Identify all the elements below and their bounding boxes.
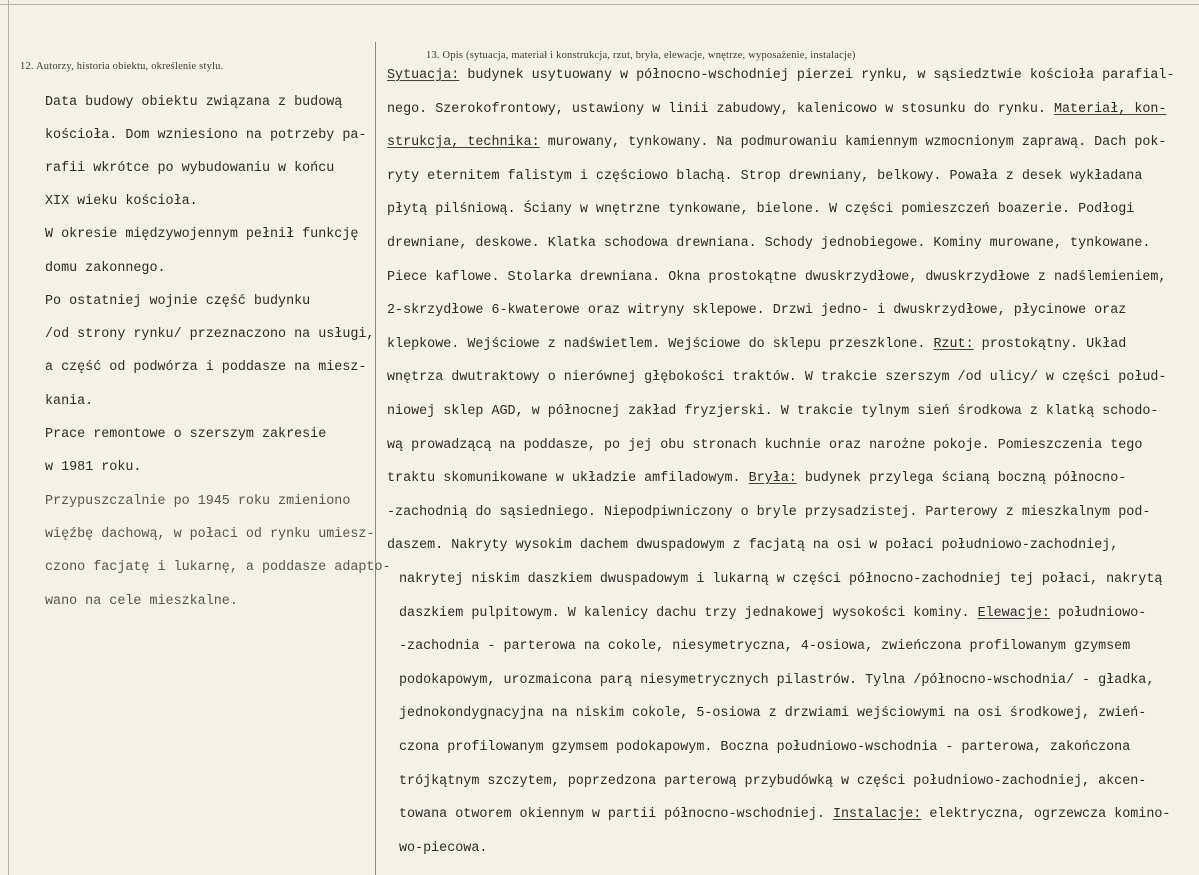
section-12-header: 12. Autorzy, historia obiektu, określenie stylu.	[20, 61, 224, 72]
description-line	[399, 807, 1170, 823]
description-text: jednokondygnacyjna na niskim cokole, 5-osiowa z drzwiami wejściowymi na osi środkowej, zwień-	[399, 706, 1147, 721]
description-line	[399, 639, 1130, 655]
description-text: daszkiem pulpitowym. W kalenicy dachu trzy jednakowej wysokości kominy.	[399, 606, 978, 621]
history-line: domu zakonnego.	[45, 261, 166, 276]
history-line: w 1981 roku.	[45, 460, 142, 475]
description-line	[387, 102, 1166, 118]
description-text: trójkątnym szczytem, poprzedzona parterową przybudówką w części południowo-zachodniej, akcen-	[399, 774, 1147, 789]
description-line	[387, 471, 1126, 487]
history-line: Przypuszczalnie po 1945 roku zmieniono	[45, 494, 351, 509]
description-line	[387, 202, 1134, 218]
description-line	[387, 303, 1126, 319]
description-text: wnętrza dwutraktowy o nierównej głębokości traktów. W trakcie szerszym /od ulicy/ w części połud-	[387, 370, 1167, 385]
history-line: kościoła. Dom wzniesiono na potrzeby pa-	[45, 128, 367, 143]
history-line: wano na cele mieszkalne.	[45, 594, 238, 609]
description-text: budynek usytuowany w północno-wschodniej pierzei rynku, w sąsiedztwie kościoła parafial-	[459, 68, 1175, 83]
history-line: czono facjatę i lukarnę, a poddasze adapto-	[45, 560, 391, 575]
description-text: traktu skomunikowane w układzie amfiladowym.	[387, 471, 749, 486]
description-text: niowej sklep AGD, w północnej zakład fryzjerski. W trakcie tylnym sień środkowa z klatką schodo-	[387, 404, 1159, 419]
description-text: Piece kaflowe. Stolarka drewniana. Okna prostokątne dwuskrzydłowe, dwuskrzydłowe z nadślemieniem,	[387, 270, 1167, 285]
history-line: /od strony rynku/ przeznaczono na usługi,	[45, 327, 375, 342]
section-heading: Rzut:	[933, 337, 974, 352]
history-line: Po ostatniej wojnie część budynku	[45, 294, 311, 309]
description-text: ryty eternitem falistym i częściowo blachą. Strop drewniany, belkowy. Powała z desek wykładana	[387, 169, 1143, 184]
description-text: wo-piecowa.	[399, 841, 488, 856]
description-line	[387, 404, 1158, 420]
left-edge-line	[8, 0, 9, 875]
description-text: -zachodnią do sąsiedniego. Niepodpiwniczony o bryle przysadzistej. Parterowy z mieszkalnym pod-	[387, 505, 1151, 520]
description-line	[399, 572, 1162, 588]
description-line	[399, 774, 1146, 790]
description-text: daszem. Nakryty wysokim dachem dwuspadowym z facjatą na osi w połaci południowo-zachodniej,	[387, 538, 1119, 553]
description-line	[387, 169, 1142, 185]
history-line: XIX wieku kościoła.	[45, 194, 198, 209]
section-heading: Elewacje:	[977, 606, 1050, 621]
history-line: a część od podwórza i poddasze na miesz-	[45, 360, 367, 375]
description-text: czona profilowanym gzymsem podokapowym. Boczna południowo-wschodnia - parterowa, zakończona	[399, 740, 1131, 755]
section-heading: Instalacje:	[832, 807, 922, 822]
description-text: płytą pilśniową. Ściany w wnętrzne tynkowane, bielone. W części pomieszczeń boazerie. Podłogi	[387, 202, 1135, 217]
description-line	[387, 135, 1166, 151]
history-line: Prace remontowe o szerszym zakresie	[45, 427, 327, 442]
description-line	[387, 370, 1166, 386]
description-text: wą prowadzącą na poddasze, po jej obu stronach kuchnie oraz narożne pokoje. Pomieszczenia tego	[387, 438, 1143, 453]
description-line	[399, 706, 1146, 722]
history-line: Data budowy obiektu związana z budową	[45, 95, 343, 110]
description-line	[387, 538, 1118, 554]
description-text: nego. Szerokofrontowy, ustawiony w linii zabudowy, kalenicowo w stosunku do rynku.	[387, 102, 1054, 117]
description-text: drewniane, deskowe. Klatka schodowa drewniana. Schody jednobiegowe. Kominy murowane, tynkowane.	[387, 236, 1151, 251]
description-text: -zachodnia - parterowa na cokole, niesymetryczna, 4-osiowa, zwieńczona profilowanym gzymsem	[399, 639, 1131, 654]
history-line: W okresie międzywojennym pełnił funkcję	[45, 227, 359, 242]
section-13-header: 13. Opis (sytuacja, materiał i konstrukcja, rzut, bryła, elewacje, wnętrze, wyposażenie, instalacje)	[426, 50, 856, 61]
description-line	[387, 438, 1142, 454]
history-line: rafii wkrótce po wybudowaniu w końcu	[45, 161, 335, 176]
section-heading: Sytuacja:	[387, 68, 460, 83]
description-text: podokapowym, urozmaicona parą niesymetrycznych pilastrów. Tylna /północno-wschodnia/ - gładka,	[399, 673, 1155, 688]
description-text: południowo-	[1049, 606, 1147, 621]
column-divider	[375, 42, 376, 875]
description-line	[399, 841, 487, 857]
section-heading: strukcja, technika:	[387, 135, 540, 150]
history-line: więźbę dachową, w połaci od rynku umiesz-	[45, 527, 375, 542]
description-text: nakrytej niskim daszkiem dwuspadowym i lukarną w części północno-zachodniej tej połaci, nakrytą	[399, 572, 1163, 587]
description-line	[399, 740, 1130, 756]
section-heading: Materiał, kon-	[1053, 102, 1167, 117]
description-line	[399, 606, 1146, 622]
description-line	[387, 68, 1175, 84]
history-line: kania.	[45, 394, 94, 409]
description-text: prostokątny. Układ	[973, 337, 1127, 352]
description-text: 2-skrzydłowe 6-kwaterowe oraz witryny sklepowe. Drzwi jedno- i dwuskrzydłowe, płycinowe oraz	[387, 303, 1127, 318]
section-heading: Bryła:	[748, 471, 797, 486]
top-edge-line	[0, 4, 1199, 5]
description-line	[387, 270, 1166, 286]
description-text: budynek przylega ścianą boczną północno-	[796, 471, 1127, 486]
description-text: towana otworem okiennym w partii północno-wschodniej.	[399, 807, 833, 822]
description-line	[387, 236, 1150, 252]
description-text: elektryczna, ogrzewcza komino-	[921, 807, 1171, 822]
description-text: murowany, tynkowany. Na podmurowaniu kamiennym wzmocnionym zaprawą. Dach pok-	[539, 135, 1167, 150]
description-line	[399, 673, 1154, 689]
description-text: klepkowe. Wejściowe z nadświetlem. Wejściowe do sklepu przeszklone.	[387, 337, 934, 352]
description-line	[387, 505, 1150, 521]
description-line	[387, 337, 1126, 353]
